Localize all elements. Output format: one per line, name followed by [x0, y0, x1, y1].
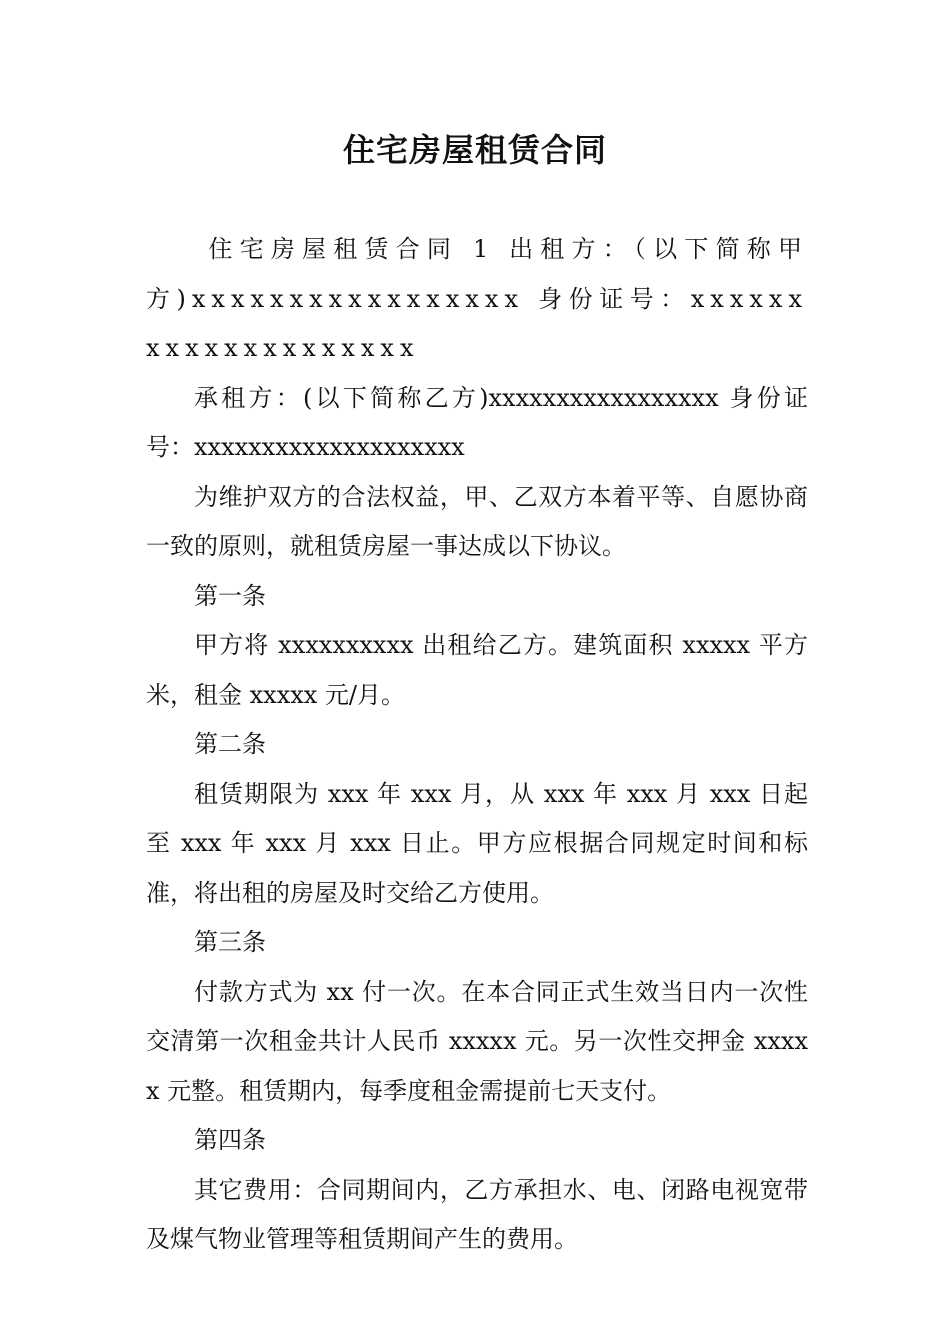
article-heading-3: 第三条: [194, 928, 266, 956]
article-heading-2: 第二条: [194, 730, 266, 758]
document-body: [146, 225, 808, 1265]
paragraph-article-3: 付款方式为 xx 付一次。在本合同正式生效当日内一次性交清第一次租金共计人民币 xxxxx 元。另一次性交押金 xxxxx 元整。租赁期内，每季度租金需提前七天支付。: [146, 977, 808, 1105]
paragraph-article-2: 租赁期限为 xxx 年 xxx 月，从 xxx 年 xxx 月 xxx 日起至 xxx 年 xxx 月 xxx 日止。甲方应根据合同规定时间和标准，将出租的房屋及时交给乙方使用。: [146, 779, 808, 907]
paragraph-lessee: 承租方：(以下简称乙方)xxxxxxxxxxxxxxxxx 身份证号：xxxxxxxxxxxxxxxxxxxx: [146, 383, 808, 461]
article-heading-1: 第一条: [194, 581, 266, 610]
paragraph-article-4: 其它费用：合同期间内，乙方承担水、电、闭路电视宽带及煤气物业管理等租赁期间产生的费用。: [146, 1175, 808, 1253]
paragraph-preamble: 为维护双方的合法权益，甲、乙双方本着平等、自愿协商一致的原则，就租赁房屋一事达成以下协议。: [146, 482, 808, 560]
paragraph-article-1: 甲方将 xxxxxxxxxx 出租给乙方。建筑面积 xxxxx 平方米，租金 xxxxx 元/月。: [146, 631, 808, 709]
document-title: 住宅房屋租赁合同: [342, 131, 607, 169]
paragraph-lessor: 住宅房屋租赁合同 1 出租方：（以下简称甲方)xxxxxxxxxxxxxxxxx 身份证号：xxxxxxxxxxxxxxxxxxxx: [146, 235, 808, 362]
article-heading-4: 第四条: [194, 1126, 266, 1154]
